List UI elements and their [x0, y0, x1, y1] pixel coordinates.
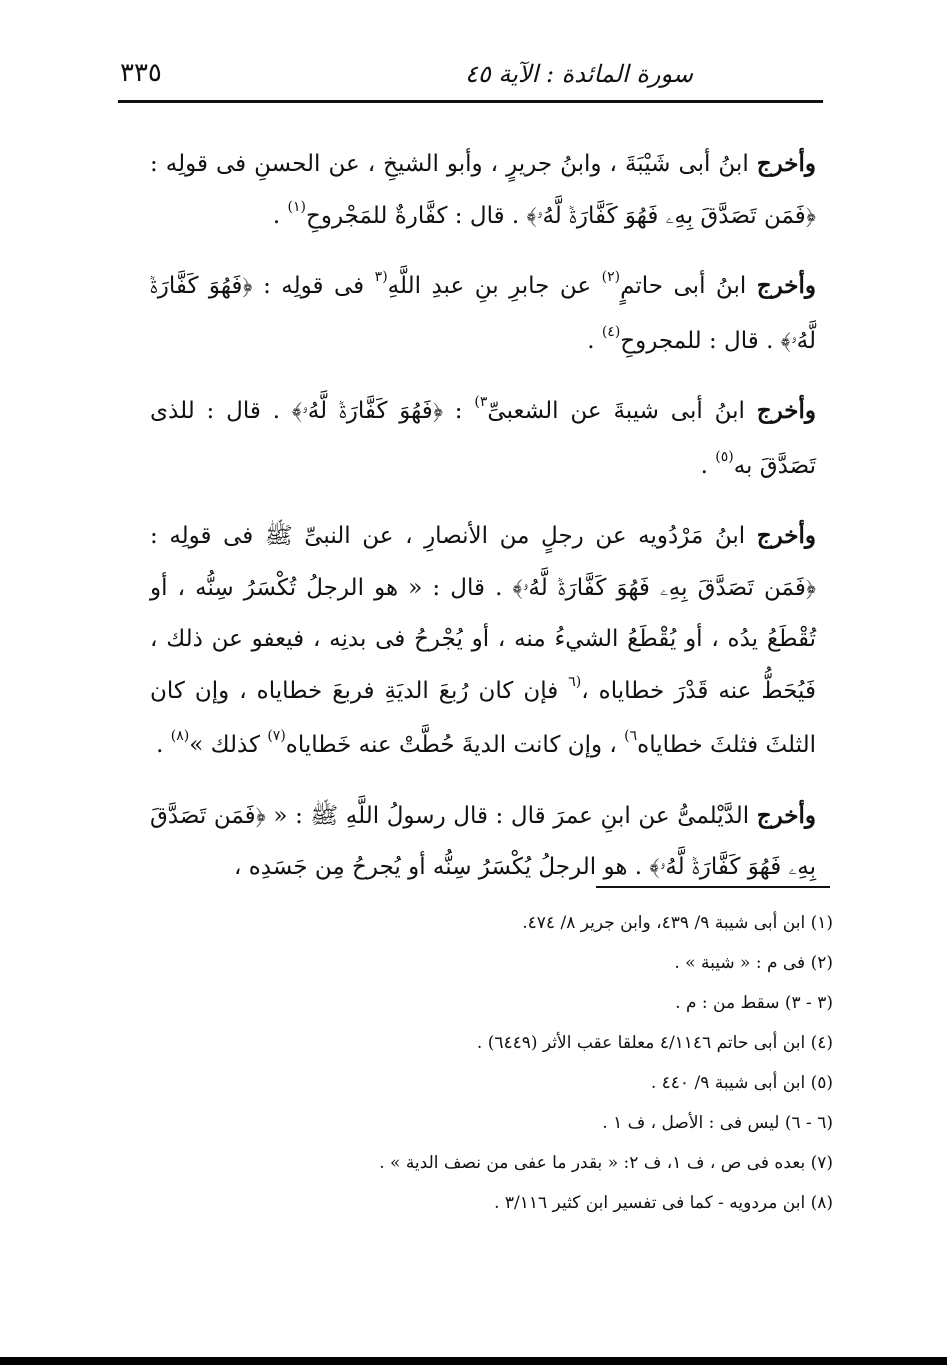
paragraph-text: ابنُ أبى شَيْبَةَ ، وابنُ جريرٍ ، وأبو الشيخِ ، عن الحسنِ فى قولِه : ﴿فَمَن تَصَدَّقَ بِهِۦ فَهُوَ كَفَّارَةٞ لَّهُۥ﴾ . قال : كفَّارةٌ للمَجْروحِ — [150, 151, 816, 229]
footnote: (١) ابن أبى شيبة ٩/ ٤٣٩، وابن جرير ٨/ ٤٧٤. — [522, 913, 833, 933]
page-header — [118, 58, 823, 98]
footnote-separator — [596, 886, 830, 888]
footnote-marker: (٤) — [601, 323, 621, 340]
header-rule — [118, 100, 823, 103]
scan-edge — [0, 1357, 947, 1365]
paragraph-text: . — [272, 202, 288, 229]
paragraph — [150, 510, 816, 775]
footnote-marker: ٣) — [474, 394, 488, 410]
footnote-marker: (٧) — [267, 728, 286, 744]
paragraph — [150, 790, 816, 894]
paragraph-text: ، وإن كانت الديةَ حُطَّتْ عنه خَطاياه — [285, 732, 625, 758]
footnote-marker: (٥) — [715, 448, 734, 465]
footnote-marker: (٢) — [601, 269, 621, 285]
footnote: (٤) ابن أبى حاتم ٤/١١٤٦ معلقا عقب الأثر (٦٤٤٩) . — [476, 1033, 833, 1053]
footnote: (٦ - ٦) ليس فى : الأصل ، ف ١ . — [602, 1113, 833, 1133]
main-text — [150, 138, 816, 894]
paragraph-text: . — [700, 452, 716, 479]
paragraph-text: عن جابرِ بنِ عبدِ اللَّهِ — [387, 273, 602, 299]
paragraph-text: كذلك » — [189, 732, 268, 758]
paragraph — [150, 260, 816, 370]
running-title: سورة المائدة : الآية ٤٥ — [465, 60, 693, 88]
footnotes — [330, 903, 833, 1223]
paragraph-text: . — [587, 327, 602, 354]
paragraph-lead-word: وأخرج — [756, 397, 817, 424]
paragraph-lead-word: وأخرج — [756, 150, 817, 177]
paragraph-text: فإن كان رُبعَ الديَةِ فربعَ خطاياه ، وإن كان الثلثَ فثلثَ خطاياه — [150, 677, 816, 758]
footnote: (٥) ابن أبى شيبة ٩/ ٤٤٠ . — [650, 1073, 833, 1093]
paragraph-text: ابنُ مَرْدُويه عن رجلٍ من الأنصارِ ، عن النبىِّ ﷺ فى قولِه : ﴿فَمَن تَصَدَّقَ بِهِۦ فَهُوَ كَفَّارَةٞ لَّهُۥ﴾ . قال : « هو الرجلُ تُكْسَرُ سِنُّه ، أو تُقْطَعُ يدُه ، أو يُقْطَعُ الشيءُ منه ، أو يُجْرحُ فى بدنِه ، فيعفو عن ذلك ، فَيُحَطُّ عنه قَدْرَ خطاياه ، — [150, 523, 816, 704]
paragraph-text: الدَّيْلمىُّ عن ابنِ عمرَ قال : قال رسولُ اللَّهِ ﷺ : « ﴿فَمَن تَصَدَّقَ بِهِۦ فَهُوَ كَفَّارَةٞ لَّهُۥ﴾ . هو الرجلُ يُكْسَرُ سِنُّه أو يُجرحُ مِن جَسَدِه ، — [150, 802, 816, 880]
paragraph-text: . — [156, 732, 171, 758]
paragraph — [150, 138, 816, 245]
footnote-marker: (١) — [287, 198, 307, 215]
paragraph-lead-word: وأخرج — [756, 522, 816, 549]
paragraph-lead-word: وأخرج — [756, 272, 816, 299]
footnote: (٨) ابن مردويه - كما فى تفسير ابن كثير ٣/١١٦ . — [494, 1193, 833, 1213]
paragraph — [150, 385, 816, 495]
footnote: (٢) فى م : « شيبة » . — [674, 953, 833, 973]
footnote-marker: (٨) — [170, 728, 190, 744]
footnote: (٣ - ٣) سقط من : م . — [675, 993, 833, 1013]
paragraph-text: ابنُ أبى شيبةَ عن الشعبىِّ — [487, 398, 757, 424]
footnote-marker: ٦) — [624, 728, 638, 744]
footnote-marker: (٦ — [568, 673, 582, 690]
footnote-marker: (٣ — [374, 269, 388, 285]
paragraph-text: ابنُ أبى حاتمٍ — [620, 273, 757, 299]
paragraph-text: : ﴿فَهُوَ كَفَّارَةٞ لَّهُۥ﴾ . قال : للذى تَصَدَّقَ به — [150, 398, 816, 479]
page-number: ٣٣٥ — [120, 58, 162, 88]
paragraph-lead-word: وأخرج — [756, 801, 816, 829]
footnote: (٧) بعده فى ص ، ف ١، ف ٢: « بقدر ما عفى من نصف الدية » . — [379, 1153, 833, 1173]
paragraph-text: فى قولِه : ﴿فَهُوَ كَفَّارَةٞ لَّهُۥ﴾ . قال : للمجروحِ — [150, 273, 816, 354]
